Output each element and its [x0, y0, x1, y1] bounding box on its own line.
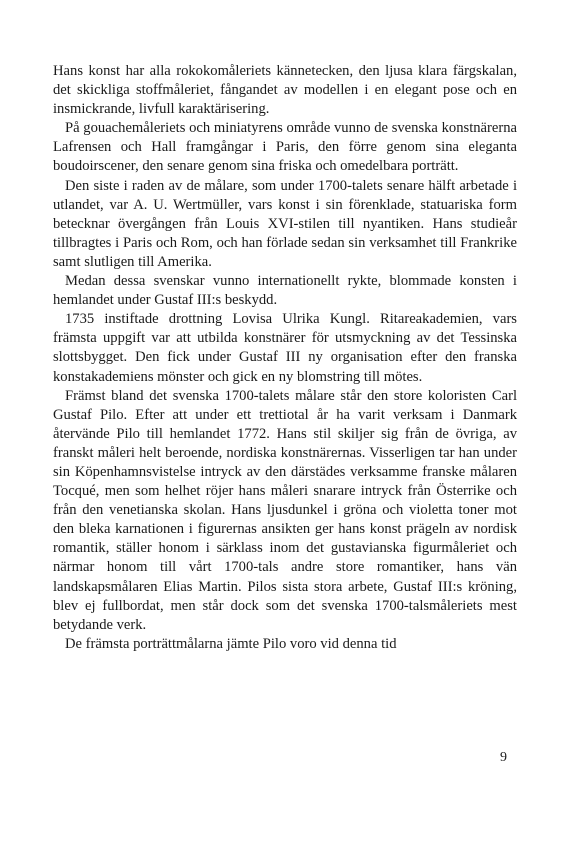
- paragraph-5: 1735 instiftade drottning Lovisa Ulrika Kungl. Ritareakademien, vars främsta uppgift var att utbilda konstnärer för utsmyckning av det Tessinska slottsbygget. Den fick under Gustaf III ny organisation efter den franska konstakademiens mönster och gick en ny blomstring till mötes.: [53, 311, 517, 385]
- paragraph-2: På gouachemåleriets och miniatyrens område vunno de svenska konstnärerna Lafrensen och Hall framgångar i Paris, den förre genom sina eleganta boudoirscener, den senare genom sina friska och omedelbara porträtt.: [53, 120, 517, 175]
- paragraph-1: Hans konst har alla rokokomåleriets kännetecken, den ljusa klara färgskalan, det skickliga stoffmåleriet, fångandet av modellen i en elegant pose och en insmickrande, livfull karaktärisering.: [53, 63, 517, 118]
- paragraph-4: Medan dessa svenskar vunno internationellt rykte, blommade konsten i hemlandet under Gustaf III:s beskydd.: [53, 273, 517, 309]
- paragraph-7: De främsta porträttmålarna jämte Pilo voro vid denna tid: [65, 635, 397, 652]
- body-text: [53, 62, 517, 654]
- page-number: 9: [500, 750, 507, 765]
- paragraph-6: Främst bland det svenska 1700-talets målare står den store koloristen Carl Gustaf Pilo. Efter att under ett trettiotal år ha varit verksam i Danmark återvände Pilo till hemlandet 1772. Hans stil skiljer sig från de övriga, av franskt måleri helt beroende, nordiska konstnärernas. Visserligen tar han under sin Köpenhamnsvistelse intryck av den därstädes verksamme franske målaren Tocqué, men som helhet röjer hans måleri snarare intryck från Österrike och från den venetianska skolan. Hans ljusdunkel i gröna och violetta toner mot den bleka karnationen i figurernas ansikten ger hans konst prägeln av nordisk romantik, ställer honom i särklass inom det gustavianska figurmåleriet och närmar honom till vårt 1700-tals andre store romantiker, hans vän landskapsmålaren Elias Martin. Pilos sista stora arbete, Gustaf III:s kröning, blev ej fullbordat, men står dock som det svenska 1700-talsmåleriets mest betydande verk.: [53, 387, 517, 633]
- paragraph-3: Den siste i raden av de målare, som under 1700-talets senare hälft arbetade i utlandet, var A. U. Wertmüller, vars konst i sin förenklade, statuariska form betecknar övergången från Louis XVI-stilen till nyantiken. Hans studieår tillbragtes i Paris och Rom, och han förlade sedan sin verksamhet till Frankrike samt slutligen till Amerika.: [53, 177, 517, 270]
